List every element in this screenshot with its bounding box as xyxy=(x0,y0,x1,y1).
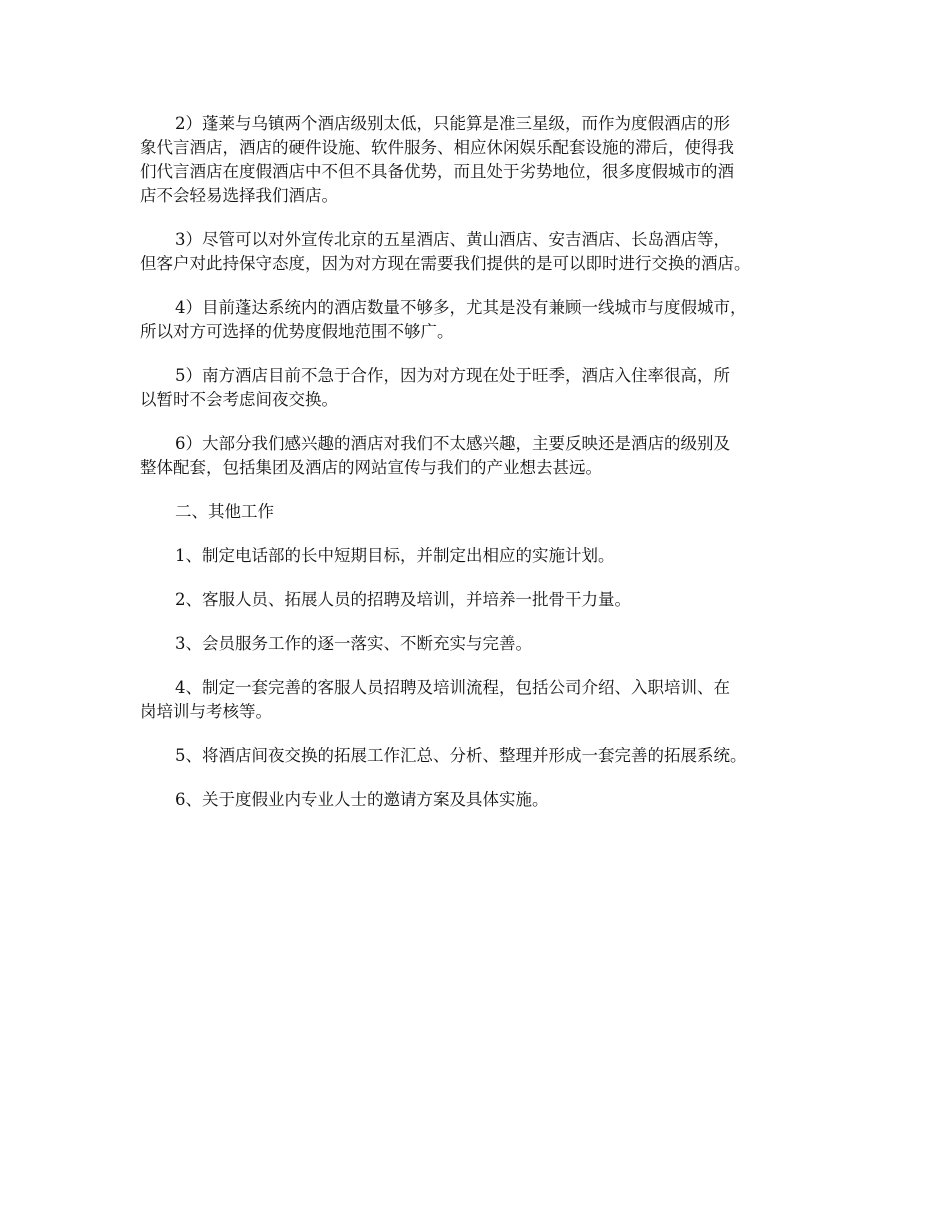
list-item-6: 6、关于度假业内专业人士的邀请方案及具体实施。 xyxy=(175,790,549,809)
paragraph-point-3: 3）尽管可以对外宣传北京的五星酒店、黄山酒店、安吉酒店、长岛酒店等， 但客户对此持保守态度，因为对方现在需要我们提供的是可以即时进行交换的酒店。 xyxy=(140,230,751,273)
paragraph-point-6: 6）大部分我们感兴趣的酒店对我们不太感兴趣，主要反映还是酒店的级别及 整体配套，包括集团及酒店的网站宣传与我们的产业想去甚远。 xyxy=(140,434,730,477)
paragraph-point-4: 4）目前蓬达系统内的酒店数量不够多，尤其是没有兼顾一线城市与度假城市， 所以对方可选择的优势度假地范围不够广。 xyxy=(140,298,747,341)
section-heading-other-work: 二、其他工作 xyxy=(175,502,274,521)
document-body xyxy=(140,112,830,812)
list-item-1: 1、制定电话部的长中短期目标，并制定出相应的实施计划。 xyxy=(175,546,615,565)
list-item-4: 4、制定一套完善的客服人员招聘及培训流程，包括公司介绍、入职培训、在 岗培训与考核等。 xyxy=(140,678,730,721)
list-item-3: 3、会员服务工作的逐一落实、不断充实与完善。 xyxy=(175,634,532,653)
list-item-2: 2、客服人员、拓展人员的招聘及培训，并培养一批骨干力量。 xyxy=(175,590,631,609)
list-item-5: 5、将酒店间夜交换的拓展工作汇总、分析、整理并形成一套完善的拓展系统。 xyxy=(175,746,747,765)
paragraph-point-5: 5）南方酒店目前不急于合作，因为对方现在处于旺季，酒店入住率很高，所 以暂时不会考虑间夜交换。 xyxy=(140,366,730,409)
paragraph-point-2: 2）蓬莱与乌镇两个酒店级别太低，只能算是准三星级，而作为度假酒店的形 象代言酒店，酒店的硬件设施、软件服务、相应休闲娱乐配套设施的滞后，使得我 们代言酒店在度假酒店中不但不具备优势，而且处于劣势地位，很多度假城市的酒 店不会轻易选择我们酒店。 xyxy=(140,114,734,205)
